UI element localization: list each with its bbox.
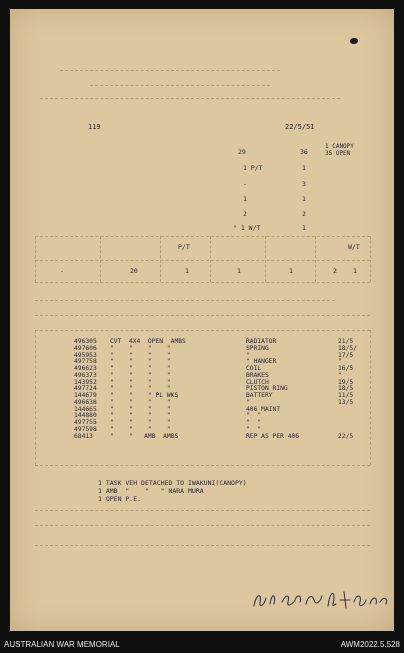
summary-right: 1	[302, 164, 306, 172]
list-item: 143952	[74, 378, 97, 386]
table-cell: 2	[333, 267, 337, 275]
list-item: " " " "	[110, 371, 171, 379]
summary-left: 1 P/T	[243, 164, 263, 172]
list-item: 497758	[74, 358, 97, 366]
note-line: 1 OPEN P.E.	[98, 495, 142, 503]
faint-heading-line	[40, 98, 340, 99]
table-rule	[370, 236, 371, 282]
list-item: 22/5	[338, 432, 354, 440]
list-item: 16/5	[338, 365, 354, 372]
list-item: 19/5	[338, 378, 354, 386]
list-item: " " " "	[110, 385, 171, 393]
list-item: 496373	[74, 371, 97, 379]
list-item: " " " "	[110, 419, 171, 426]
handwritten-signature	[250, 586, 390, 612]
list-item: "	[246, 398, 250, 406]
list-item: 497606	[74, 344, 97, 352]
summary-extra: 1 CANOPY 35 OPEN	[325, 143, 354, 157]
table-rule	[35, 236, 370, 237]
summary-right: 1	[302, 224, 306, 232]
list-item: " " " "	[110, 358, 171, 366]
note-line: 1 AMB " " " NARA MURA	[98, 487, 204, 495]
document-number: 119	[88, 123, 101, 131]
list-item: " " " "	[110, 344, 171, 352]
faint-line	[35, 315, 370, 316]
footer-institution: AUSTRALIAN WAR MEMORIAL	[4, 640, 120, 649]
faint-heading-line	[60, 70, 280, 71]
summary-left: 2	[243, 210, 247, 218]
list-item: BRAKES	[246, 371, 269, 379]
table-rule	[265, 236, 266, 282]
faint-line	[35, 510, 370, 511]
list-item: 496638	[74, 398, 97, 406]
summary-left: 29	[238, 148, 246, 156]
list-item: BATTERY	[246, 392, 273, 399]
list-item: " " AMB AMBS	[110, 432, 179, 440]
list-item: 497598	[74, 425, 97, 433]
date-column	[338, 339, 357, 440]
table-cell: 1	[289, 267, 293, 275]
table-rule	[35, 236, 36, 282]
list-item: 496305	[74, 338, 97, 345]
vehicle-number-column	[74, 339, 97, 440]
list-item: "	[246, 351, 250, 359]
table-cell: 1	[237, 267, 241, 275]
list-item: " " " PL WKS	[110, 392, 179, 399]
table-rule	[35, 260, 370, 261]
list-item: " " " "	[110, 351, 171, 359]
list-item: " "	[246, 419, 262, 426]
list-item: "	[338, 358, 342, 366]
list-item: " HANGER	[246, 358, 277, 366]
defect-column	[246, 339, 299, 440]
table-cell: -	[60, 267, 64, 275]
list-item: " " " "	[110, 405, 171, 413]
list-rule	[35, 330, 36, 465]
ink-blot	[350, 38, 358, 44]
list-item: 18/5	[338, 385, 354, 393]
list-item: 21/5	[338, 338, 354, 345]
list-item: 17/5	[338, 351, 354, 359]
list-rule	[35, 330, 370, 331]
faint-heading-line	[90, 85, 270, 86]
list-item: " "	[246, 412, 262, 420]
table-header: W/T	[348, 243, 360, 251]
summary-left: 1	[243, 195, 247, 203]
vehicle-description-column	[110, 339, 186, 440]
summary-left: " 1 W/T	[233, 224, 261, 232]
list-item: 497724	[74, 385, 97, 393]
summary-right: 3	[302, 180, 306, 188]
faint-line	[35, 545, 370, 546]
list-item: " " " "	[110, 412, 171, 420]
list-item: " "	[246, 425, 262, 433]
list-item: 406 MAINT	[246, 405, 281, 413]
list-item: 11/5	[338, 392, 354, 399]
list-item: 144679	[74, 392, 97, 399]
list-item: 68413	[74, 432, 93, 440]
faint-line	[35, 300, 335, 301]
list-item: PISTON RING	[246, 385, 288, 393]
table-rule	[210, 236, 211, 282]
list-item: " " " "	[110, 365, 171, 372]
list-item: 495953	[74, 351, 97, 359]
summary-right: 1	[302, 195, 306, 203]
list-item: REP AS PER 406	[246, 432, 300, 440]
list-item: COIL	[246, 365, 262, 372]
list-rule	[35, 465, 370, 466]
table-rule	[315, 236, 316, 282]
list-item: " " " "	[110, 378, 171, 386]
list-item: 496623	[74, 365, 97, 372]
table-rule	[160, 236, 161, 282]
list-rule	[370, 330, 371, 465]
summary-right: 36	[300, 148, 308, 156]
summary-right: 2	[302, 210, 306, 218]
table-header: P/T	[178, 243, 190, 251]
table-rule	[35, 282, 370, 283]
archive-footer	[0, 637, 404, 653]
list-item: " " " "	[110, 425, 171, 433]
list-item: 144665	[74, 405, 97, 413]
footer-reference: AWM2022.5.528	[340, 640, 400, 649]
table-rule	[100, 236, 101, 282]
summary-left: -	[243, 180, 247, 188]
document-date: 22/5/51	[285, 123, 315, 131]
table-cell: 1	[185, 267, 189, 275]
document-sheet	[10, 9, 394, 631]
note-line: 1 TASK VEH DETACHED TO IWAKUNI(CANOPY)	[98, 479, 247, 487]
table-cell: 1	[353, 267, 357, 275]
list-item: 144880	[74, 412, 97, 420]
list-item: CVT 4X4 OPEN AMBS	[110, 338, 186, 345]
list-item: RADIATOR	[246, 338, 277, 345]
list-item: SPRING	[246, 344, 269, 352]
list-item: " " " "	[110, 398, 171, 406]
list-item: "	[338, 371, 342, 379]
list-item: 18/5/	[338, 344, 357, 352]
list-item: 497755	[74, 419, 97, 426]
list-item: 13/5	[338, 398, 354, 406]
table-cell: 20	[130, 267, 138, 275]
list-item: CLUTCH	[246, 378, 269, 386]
faint-line	[35, 525, 370, 526]
